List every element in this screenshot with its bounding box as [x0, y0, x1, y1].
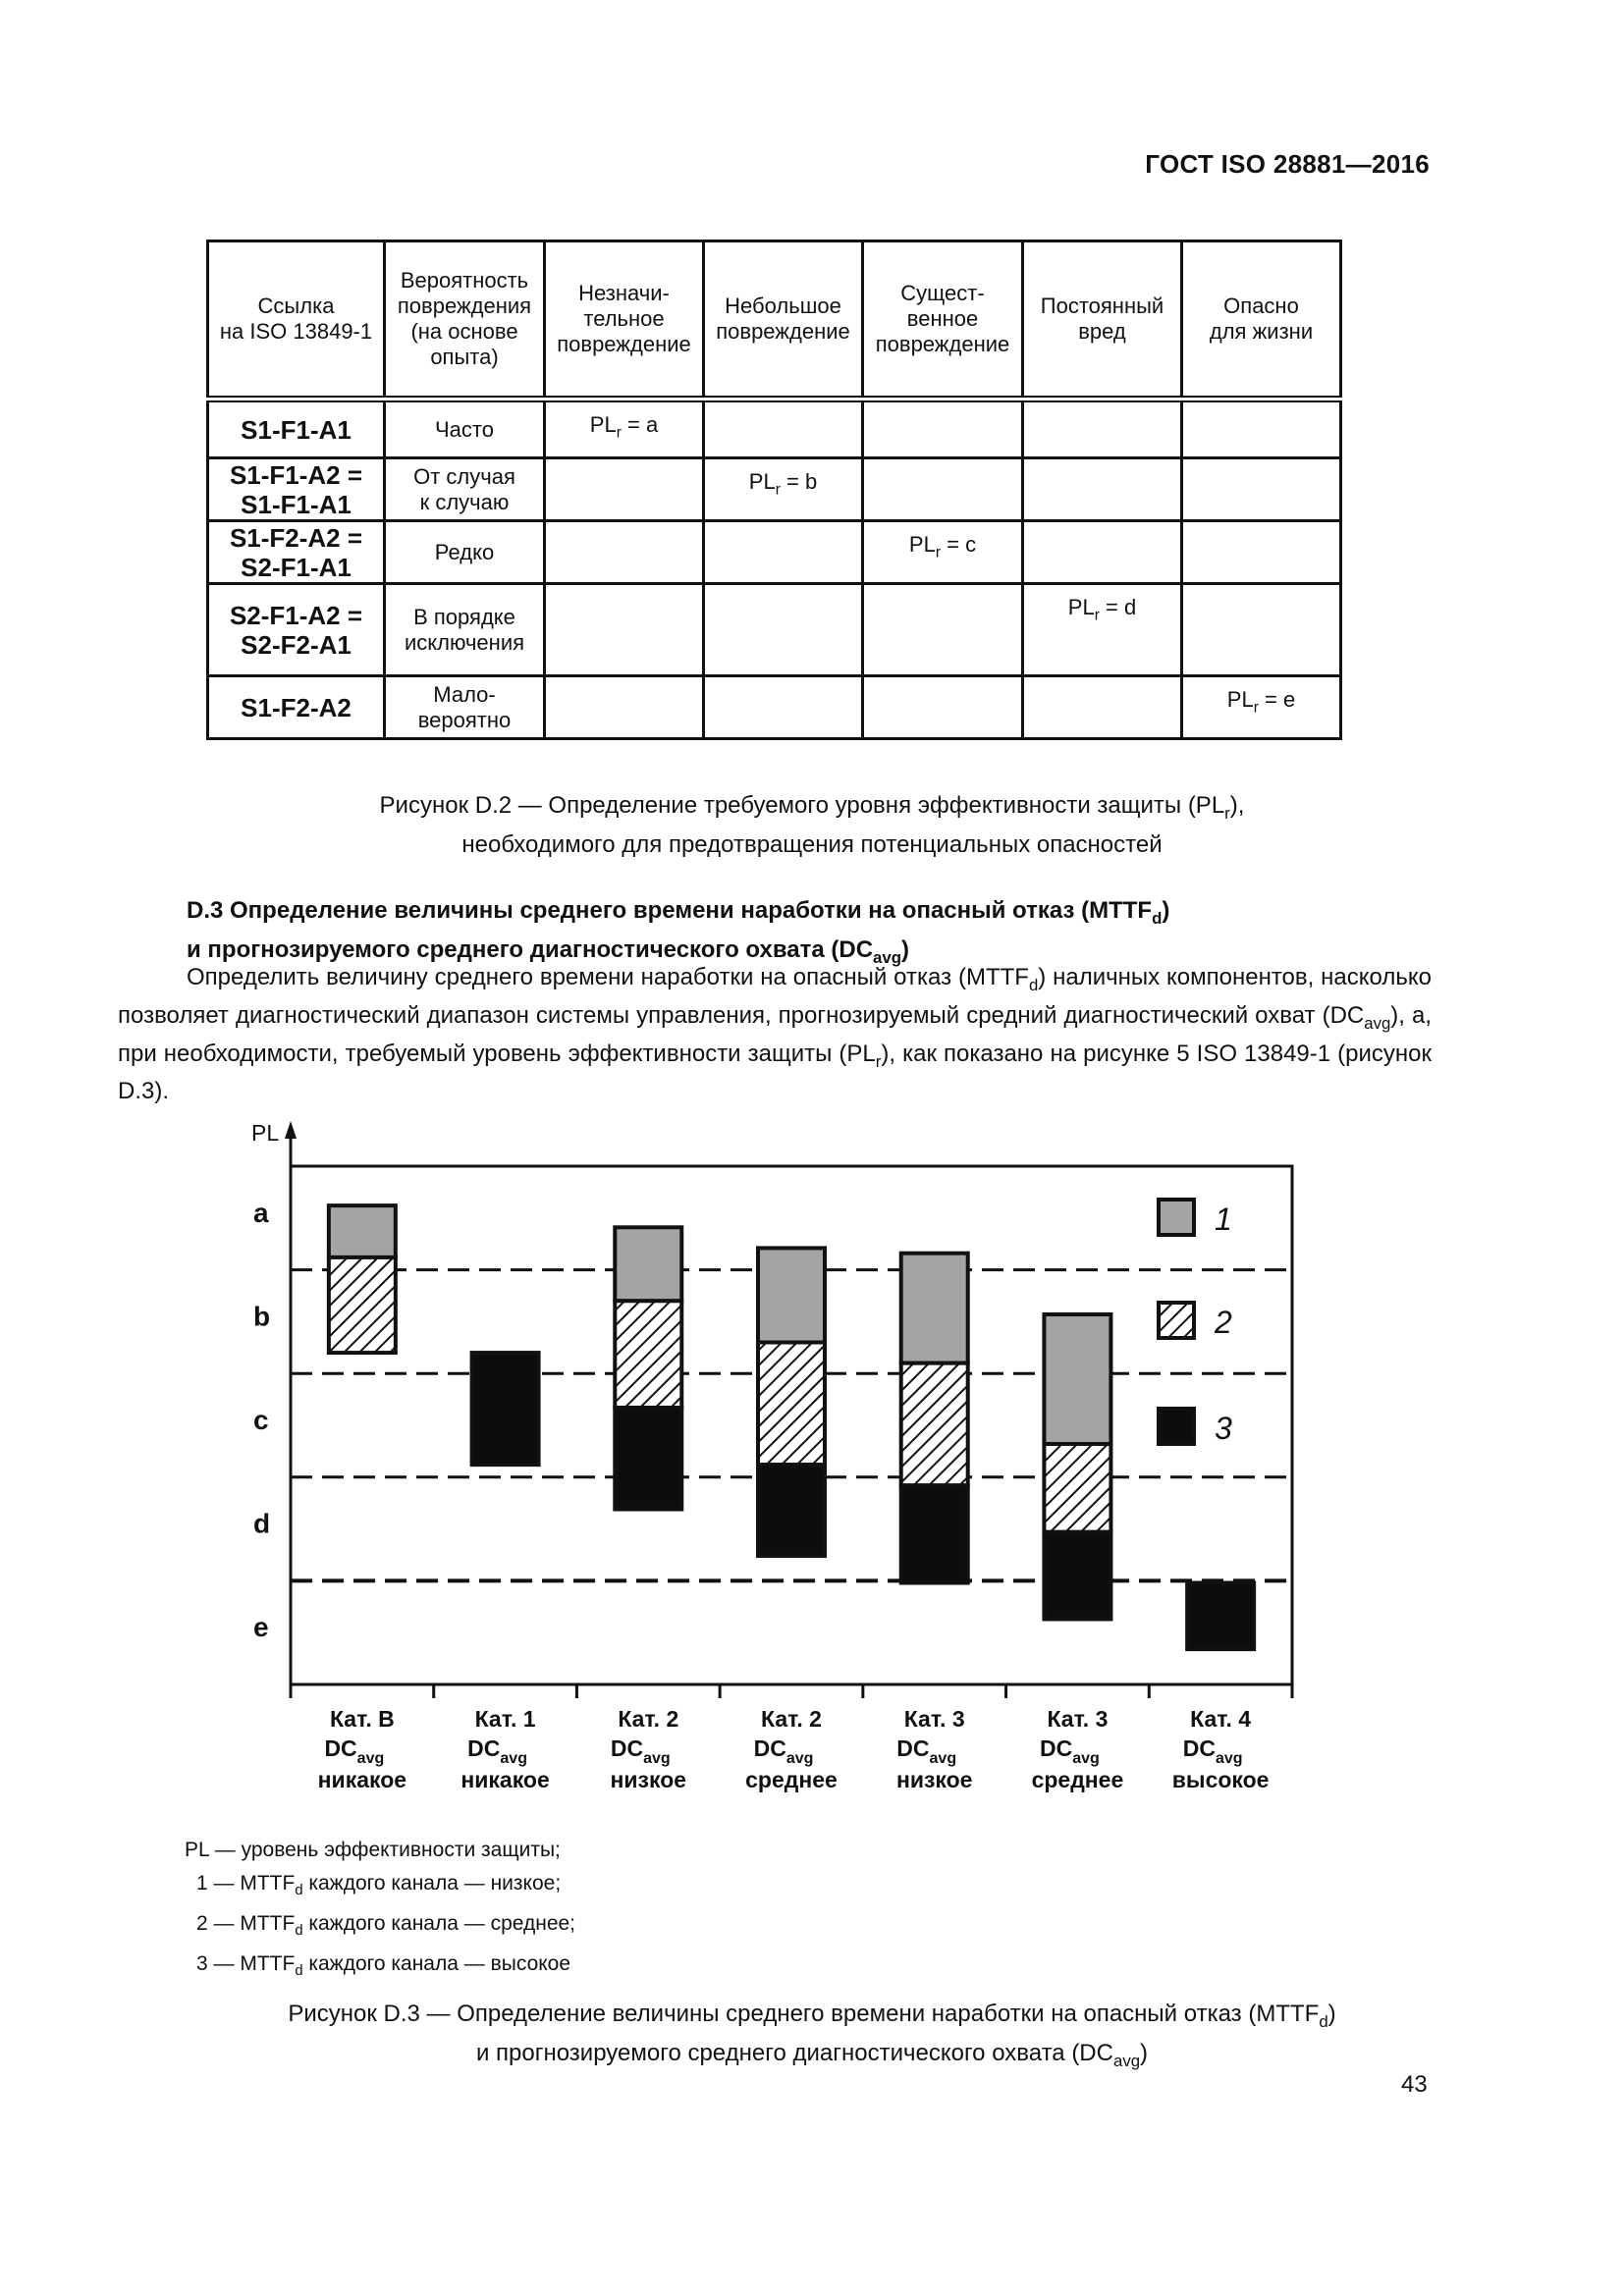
column-header-line: Ссылка — [257, 294, 335, 318]
category-dc-label: $DC_{avg}$ — [753, 1735, 814, 1767]
cell-line: S1-F2-A2 = — [229, 522, 363, 553]
level-tick-label: d — [253, 1508, 271, 1539]
section-title-sub-2: avg — [873, 947, 901, 967]
category-level-label: среднее — [1031, 1767, 1124, 1792]
standard-header: ГОСТ ISO 28881—2016 — [1145, 149, 1430, 179]
page-number: 43 — [1401, 2071, 1428, 2098]
bar-segment-series-3 — [472, 1353, 539, 1465]
category-dc-label: $DC_{avg}$ — [896, 1735, 957, 1767]
bar-segment-series-2 — [329, 1257, 396, 1353]
cell-line: вероятно — [417, 707, 512, 732]
category-dc-label: $DC_{avg}$ — [610, 1735, 671, 1767]
bar-segment-series-2 — [615, 1301, 681, 1408]
pl-letter: a — [645, 412, 659, 437]
section-title-text-2: и прогнозируемого среднего диагностического охвата (DC — [187, 935, 874, 963]
note-num: 1 — [196, 1872, 208, 1895]
note-sub: d — [295, 1923, 303, 1940]
bar-segment-series-2 — [1044, 1444, 1110, 1532]
column-header-line: повреждения — [397, 294, 532, 318]
bar-segment-series-1 — [615, 1227, 681, 1301]
pl-prefix: PL — [908, 532, 936, 557]
pl-eq: = — [621, 412, 646, 437]
body-text: ) наличных компонентов, насколько позволяет диагностический диапазон системы управления, прогнозируемый средний диагностический охват (DC — [118, 964, 1432, 1029]
legend-label: 3 — [1215, 1411, 1232, 1446]
legend-notes — [185, 1834, 575, 1989]
pl-sub: r — [616, 424, 622, 442]
column-header-line: Опасно — [1223, 294, 1299, 318]
column-header-line: тельное — [583, 306, 665, 331]
column-header-line: Незначи- — [578, 281, 670, 305]
pl-letter: e — [1282, 687, 1296, 712]
pl-letter: c — [965, 532, 977, 557]
legend-label: 2 — [1215, 1305, 1232, 1340]
caption-d2-text-end: ), — [1229, 792, 1245, 819]
cell-line: исключения — [404, 629, 525, 655]
column-header-line: для жизни — [1209, 319, 1314, 344]
caption-d3-sub-2: avg — [1112, 2051, 1141, 2070]
caption-d3-text: Рисунок D.3 — Определение величины среднего времени наработки на опасный отказ (MTTF — [288, 2001, 1320, 2027]
column-header-line: Небольшое — [725, 294, 841, 318]
category-label: Кат. 2 — [618, 1706, 679, 1732]
bar-segment-series-3 — [758, 1465, 825, 1556]
section-title-text: D.3 Определение величины среднего времени наработки на опасный отказ (MTTF — [187, 897, 1153, 924]
note-text: каждого канала — высокое — [302, 1952, 571, 1976]
caption-d2-line2: необходимого для предотвращения потенциальных опасностей — [461, 830, 1163, 858]
cell-line: S2-F1-A1 — [241, 552, 352, 582]
cell-line: к случаю — [419, 489, 510, 514]
cell-line: Часто — [435, 416, 494, 442]
figure-d3-caption — [0, 1999, 1624, 2077]
pl-prefix: PL — [748, 469, 776, 494]
category-dc-label: $DC_{avg}$ — [467, 1735, 527, 1767]
caption-d3-sub: d — [1319, 2011, 1328, 2031]
body-text: ), а, при необходимости, требуемый уровень эффективности защиты (PL — [118, 1001, 1432, 1067]
level-tick-label: e — [253, 1612, 269, 1643]
bar-segment-series-1 — [329, 1205, 396, 1257]
cell-line: S1-F1-A1 — [241, 489, 352, 519]
column-header-line: вред — [1078, 319, 1126, 344]
body-text: Определить величину среднего времени наработки на опасный отказ (MTTF — [187, 964, 1029, 990]
pl-sub: r — [1253, 699, 1259, 717]
cell-line: Редко — [434, 539, 495, 564]
cell-line: S2-F1-A2 = — [229, 600, 363, 630]
note-num: 3 — [196, 1952, 208, 1976]
level-tick-label: c — [253, 1405, 269, 1435]
pl-prefix: PL — [589, 412, 617, 437]
category-label: Кат. 4 — [1190, 1706, 1252, 1732]
pl-letter: b — [804, 469, 818, 494]
bar-segment-series-3 — [1044, 1532, 1110, 1620]
category-level-label: низкое — [610, 1767, 687, 1792]
column-header-line: повреждение — [716, 319, 850, 344]
body-sub: avg — [1364, 1013, 1391, 1033]
category-level-label: никакое — [317, 1767, 407, 1792]
pl-eq: = — [940, 532, 966, 557]
legend-note-1 — [185, 1867, 575, 1907]
note-sub: d — [295, 1883, 303, 1899]
bar-segment-series-3 — [901, 1485, 968, 1582]
bar-segment-series-1 — [758, 1248, 825, 1342]
column-header-line: венное — [906, 306, 979, 331]
legend-label: 1 — [1215, 1201, 1232, 1237]
column-header-line: повреждение — [875, 332, 1010, 356]
bar-segment-series-1 — [1044, 1314, 1110, 1444]
legend-swatch-2 — [1159, 1303, 1194, 1338]
category-label: Кат. 1 — [474, 1706, 536, 1732]
pl-letter: d — [1123, 595, 1137, 619]
column-header-line: (на основе — [410, 319, 518, 344]
pl-eq: = — [1258, 687, 1283, 712]
category-dc-label: $DC_{avg}$ — [324, 1735, 385, 1767]
cell-line: S1-F1-A2 = — [229, 459, 363, 490]
pl-prefix: PL — [1067, 595, 1095, 619]
column-header-line: повреждение — [557, 332, 691, 356]
category-label: Кат. 2 — [761, 1706, 822, 1732]
cell-line: В порядке — [413, 604, 515, 629]
caption-d3-end-2: ) — [1140, 2039, 1149, 2066]
level-tick-label: b — [253, 1301, 271, 1332]
note-num: 2 — [196, 1912, 208, 1936]
category-label: Кат. B — [329, 1706, 395, 1732]
note-text: — MTTF — [207, 1952, 296, 1976]
y-axis-label: PL — [251, 1120, 280, 1146]
section-title-end-2: ) — [900, 935, 909, 963]
note-text: каждого канала — среднее; — [302, 1912, 576, 1936]
section-title-sub: d — [1152, 908, 1163, 928]
body-sub: r — [875, 1051, 882, 1071]
cell-line: Мало- — [433, 681, 496, 707]
category-level-label: низкое — [895, 1767, 973, 1792]
column-header-line: Вероятность — [400, 268, 529, 293]
cell-line: S2-F2-A1 — [241, 629, 352, 660]
category-dc-label: $DC_{avg}$ — [1182, 1735, 1243, 1767]
bar-segment-series-2 — [901, 1363, 968, 1486]
category-dc-label: $DC_{avg}$ — [1040, 1735, 1100, 1767]
body-text: ), как показано на рисунке 5 ISO 13849-1 (рисунок D.3). — [118, 1040, 1433, 1105]
caption-d3-text-2: и прогнозируемого среднего диагностического охвата (DC — [475, 2039, 1113, 2066]
column-header-line: Постоянный — [1040, 294, 1164, 318]
cell-line: S1-F1-A1 — [241, 414, 352, 445]
pl-prefix: PL — [1226, 687, 1254, 712]
caption-d2-text: Рисунок D.2 — Определение требуемого уровня эффективности защиты (PL — [379, 792, 1225, 819]
caption-d3-end: ) — [1327, 2001, 1336, 2027]
bar-segment-series-2 — [758, 1343, 825, 1466]
note-text: — MTTF — [207, 1872, 296, 1895]
category-label: Кат. 3 — [903, 1706, 965, 1732]
note-text: каждого канала — низкое; — [302, 1872, 562, 1895]
legend-note-3 — [185, 1948, 575, 1988]
column-header-line: на ISO 13849-1 — [219, 319, 373, 344]
section-title-end: ) — [1162, 897, 1170, 924]
column-header-line: опыта) — [430, 345, 499, 369]
pl-sub: r — [1094, 607, 1100, 624]
legend-note-pl: PL — уровень эффективности защиты; — [185, 1839, 561, 1861]
pl-sub: r — [935, 544, 941, 561]
pl-sub: r — [775, 481, 781, 499]
legend-swatch-1 — [1159, 1200, 1194, 1235]
category-level-label: высокое — [1171, 1767, 1270, 1792]
bar-segment-series-3 — [615, 1408, 681, 1509]
y-axis-arrow-icon — [285, 1121, 297, 1139]
note-sub: d — [295, 1963, 303, 1980]
body-sub: d — [1028, 975, 1039, 994]
caption-d2-sub: r — [1224, 803, 1230, 823]
pl-eq: = — [1099, 595, 1124, 619]
bar-segment-series-1 — [901, 1254, 968, 1363]
note-text: — MTTF — [207, 1912, 296, 1936]
category-label: Кат. 3 — [1047, 1706, 1109, 1732]
legend-swatch-3 — [1159, 1409, 1194, 1444]
cell-line: От случая — [413, 463, 515, 489]
level-tick-label: a — [253, 1197, 269, 1228]
pl-eq: = — [780, 469, 805, 494]
legend-note-2 — [185, 1907, 575, 1948]
cell-line: S1-F2-A2 — [241, 692, 352, 722]
category-level-label: никакое — [460, 1767, 550, 1792]
bar-segment-series-3 — [1187, 1583, 1254, 1650]
category-level-label: среднее — [745, 1767, 838, 1792]
column-header-line: Сущест- — [900, 281, 985, 305]
